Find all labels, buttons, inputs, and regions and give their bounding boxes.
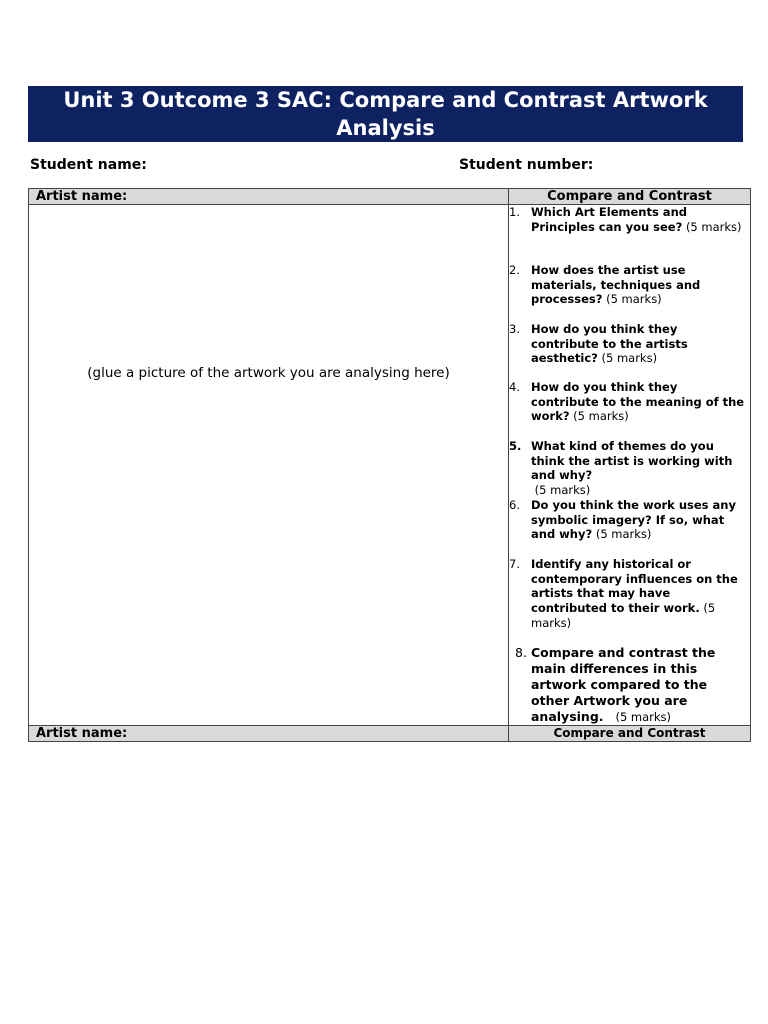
question-1: 1. Which Art Elements and Principles can you see? (5 marks): [509, 205, 742, 234]
glue-instruction: (glue a picture of the artwork you are analysing here): [87, 365, 450, 381]
artist-name-header: Artist name:: [29, 189, 509, 205]
page-title: [28, 86, 743, 142]
question-2: 2. How does the artist use materials, techniques and processes? (5 marks): [509, 263, 701, 307]
question-3: 3. How do you think they contribute to the artists aesthetic? (5 marks): [509, 322, 688, 366]
header-row: [29, 189, 751, 205]
question-6: 6. Do you think the work uses any symbolic imagery? If so, what and why? (5 marks): [509, 498, 736, 542]
content-row: [29, 205, 751, 726]
compare-contrast-footer: Compare and Contrast: [509, 726, 751, 742]
question-7: 7. Identify any historical or contemporary influences on the artists that may have contributed to their work. (5 marks): [509, 557, 738, 630]
title-line-1: Unit 3 Outcome 3 SAC: Compare and Contrast Artwork: [63, 88, 708, 112]
question-5: 5. What kind of themes do you think the artist is working with and why? (5 marks): [509, 439, 733, 498]
analysis-table: [28, 188, 751, 742]
question-8: 8. Compare and contrast the main differences in this artwork compared to the other Artwork you are analysing. (5 marks): [515, 645, 716, 724]
artwork-picture-area: [29, 205, 509, 726]
student-number-label: Student number:: [459, 157, 594, 173]
question-4: 4. How do you think they contribute to the meaning of the work? (5 marks): [509, 380, 745, 424]
title-line-2: Analysis: [336, 116, 435, 140]
student-name-label: Student name:: [30, 157, 147, 173]
questions-list: [509, 205, 751, 726]
compare-contrast-header: Compare and Contrast: [509, 189, 751, 205]
footer-row: [29, 726, 751, 742]
artist-name-footer: Artist name:: [29, 726, 509, 742]
